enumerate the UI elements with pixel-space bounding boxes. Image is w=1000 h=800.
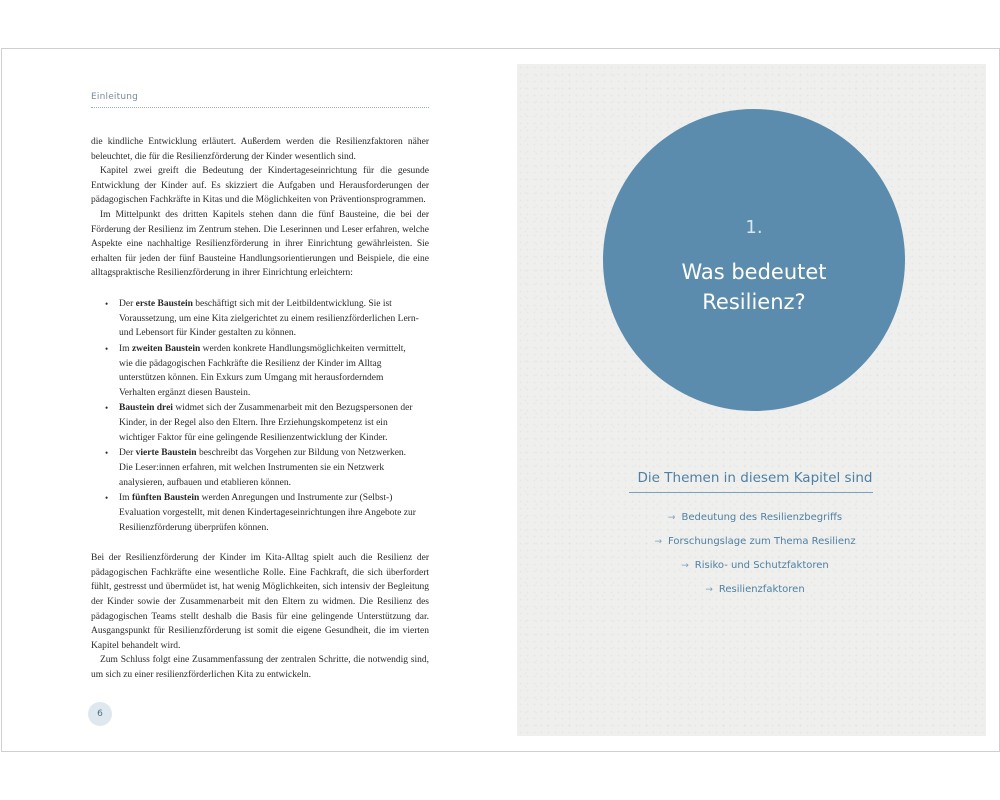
list-item: • Der erste Baustein beschäftigt sich mit der Leitbildentwicklung. Sie ist Voraussetzung, um eine Kita zielgerichtet zu einem resilienzförderlichen Lern- und Lebensort für Kinder gestalten zu können. [105,298,419,339]
arrow-right-icon: → [705,585,713,595]
paragraph: die kindliche Entwicklung erläutert. Außerdem werden die Resilienzfaktoren näher beleuchtet, die für die Resilienzförderung der Kinder wesentlich sind. [91,137,429,162]
running-head: Einleitung [91,92,139,102]
chapter-circle [603,109,905,411]
arrow-right-icon: → [667,513,676,523]
topics-heading: Die Themen in diesem Kapitel sind [637,470,873,486]
paragraph: Zum Schluss folgt eine Zusammenfassung der zentralen Schritte, die notwendig sind, um sich zu einer resilienzförderlichen Kita zu entwickeln. [91,655,429,680]
right-page [517,64,986,736]
list-item: • Der vierte Baustein beschreibt das Vorgehen zur Bildung von Netzwerken. Die Leser:innen erfahren, mit welchen Instrumenten sie ein Netzwerk analysieren, aufbauen und etablieren können. [105,448,407,488]
bullet-dot-icon: • [105,448,109,459]
chapter-title [603,257,905,317]
topic-list [517,512,993,608]
list-item: • Im fünften Baustein werden Anregungen und Instrumente zur (Selbst-) Evaluation vorgestellt, mit denen Kindertageseinrichtungen ihre Angebote zur Resilienzförderung überprüfen können. [105,493,416,533]
running-head-rule [91,107,429,108]
arrow-right-icon: → [681,561,689,571]
arrow-right-icon: → [654,537,662,547]
chapter-title-line: Resilienz? [702,290,806,314]
bullet-dot-icon: • [105,298,109,309]
bullet-dot-icon: • [105,493,109,504]
topic-item: → Bedeutung des Resilienzbegriffs [667,512,843,523]
bausteine-list [91,297,429,535]
left-page [2,49,517,751]
paragraph: Im Mittelpunkt des dritten Kapitels stehen dann die fünf Bausteine, die bei der Förderung der Resilienz im Zentrum stehen. Die Leserinnen und Leser erfahren, welche Aspekte eine nachhaltige Resilienzförderung in ihrer Einrichtung gewährleisten. Sie erhalten für jeden der fünf Bausteine Handlungsorientierungen und Beispiele, die eine alltagspraktische Resilienzförderung in ihrer Einrichtung erleichtern: [91,209,429,279]
page-number: 6 [88,702,112,726]
topic-item: → Risiko- und Schutzfaktoren [681,560,829,571]
topic-item: → Resilienzfaktoren [705,584,805,595]
bullet-dot-icon: • [105,403,109,414]
chapter-number: 1. [745,217,763,238]
list-item: • Im zweiten Baustein werden konkrete Handlungsmöglichkeiten vermittelt, wie die pädagogischen Fachkräfte die Resilienz der Kinder im Alltag unterstützen können. Ein Exkurs zum Umgang mit herausforderndem Verhalten ergänzt diesen Baustein. [105,343,406,398]
topics-divider [629,492,873,493]
bullet-dot-icon: • [105,343,109,354]
topic-item: → Forschungslage zum Thema Resilienz [654,536,856,547]
list-item: • Baustein drei widmet sich der Zusammenarbeit mit den Bezugspersonen der Kinder, in der Regel also den Eltern. Ihre Erziehungskompetenz ist ein wichtiger Faktor für eine gelingende Resilienzentwicklung der Kinder. [105,403,413,443]
chapter-title-line: Was bedeutet [681,260,827,284]
body-text [91,135,429,683]
book-spread [1,48,1000,752]
paragraph: Kapitel zwei greift die Bedeutung der Kindertageseinrichtung für die gesunde Entwicklung der Kinder auf. Es skizziert die Aufgaben und Herausforderungen der pädagogischen Fachkräfte in Kitas und die Möglichkeiten von Präventionsprogrammen. [91,166,429,206]
paragraph: Bei der Resilienzförderung der Kinder im Kita-Alltag spielt auch die Resilienz der pädagogischen Fachkräfte eine wesentliche Rolle. Eine Fachkraft, die sich überfordert fühlt, gestresst und übermüdet ist, hat wenig Möglichkeiten, sich intensiv der Begleitung der Kinder sowie der Zusammenarbeit mit den Eltern zu widmen. Die Resilienz des pädagogischen Teams stellt deshalb die Basis für eine gelingende Unterstützung dar. Ausgangspunkt für Resilienzförderung ist somit die eigene Gesundheit, die im vierten Kapitel behandelt wird. [91,553,429,651]
